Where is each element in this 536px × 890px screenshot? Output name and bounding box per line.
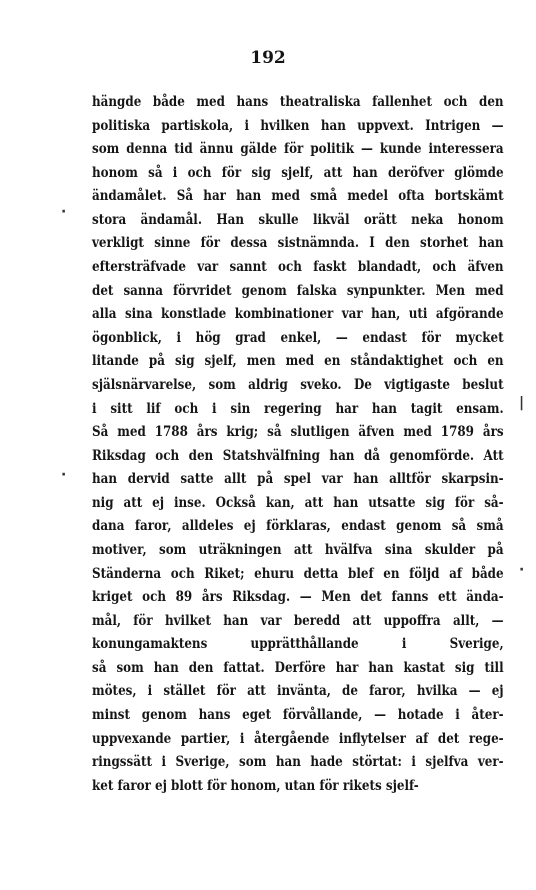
text-line: minst genom hans eget förvållande, — hotade i åter- bbox=[92, 707, 504, 724]
text-line: som denna tid ännu gälde för politik — kunde interessera bbox=[92, 141, 504, 158]
text-line: honom så i och för sig sjelf, att han deröfver glömde bbox=[92, 164, 504, 181]
text-line: mötes, i stället för att invänta, de faror, hvilka — ej bbox=[92, 683, 504, 700]
text-line: dana faror, alldeles ej förklaras, endast genom så små bbox=[92, 518, 504, 535]
text-line: Ständerna och Riket; ehuru detta blef en följd af både bbox=[92, 565, 504, 582]
page-number: 192 bbox=[250, 48, 286, 68]
body-text bbox=[92, 91, 504, 798]
text-line: ket faror ej blott för honom, utan för rikets sjelf- bbox=[92, 777, 419, 794]
text-line: i sitt lif och i sin regering har han tagit ensam. bbox=[92, 400, 504, 417]
text-line: litande på sig sjelf, men med en ståndaktighet och en bbox=[92, 353, 504, 370]
text-line: stora ändamål. Han skulle likväl orätt neka honom bbox=[92, 211, 504, 228]
text-line: hängde både med hans theatraliska fallenhet och den bbox=[92, 94, 504, 110]
margin-mark: · bbox=[61, 467, 67, 483]
text-line: kriget och 89 års Riksdag. — Men det fanns ett ända- bbox=[92, 589, 504, 606]
text-line: alla sina konstlade kombinationer var han, uti afgörande bbox=[92, 306, 504, 323]
margin-mark: · bbox=[61, 204, 67, 220]
text-line: så som han den fattat. Derföre har han kastat sig till bbox=[92, 659, 504, 676]
text-line: det sanna förvridet genom falska synpunkter. Men med bbox=[92, 282, 504, 299]
text-line: verkligt sinne för dessa sistnämnda. I den storhet han bbox=[92, 235, 504, 252]
text-line: ringssätt i Sverige, som han hade störtat: i sjelfva ver- bbox=[92, 754, 504, 771]
text-line: ögonblick, i hög grad enkel, — endast för mycket bbox=[92, 329, 504, 346]
text-line: mål, för hvilket han var beredd att uppoffra allt, — bbox=[92, 612, 504, 629]
text-line: motiver, som uträkningen att hvälfva sina skulder på bbox=[92, 541, 504, 558]
margin-mark: | bbox=[519, 395, 525, 411]
text-line: nig att ej inse. Också kan, att han utsatte sig för så- bbox=[92, 494, 504, 511]
text-line: Riksdag och den Statshvälfning han då genomförde. Att bbox=[92, 447, 504, 464]
text-line: uppvexande partier, i återgående inflytelser af det rege- bbox=[92, 730, 504, 747]
text-line: politiska partiskola, i hvilken han uppvext. Intrigen — bbox=[92, 117, 504, 134]
margin-mark: · bbox=[519, 562, 525, 578]
text-line: eftersträfvade var sannt och faskt blandadt, och äfven bbox=[92, 259, 504, 276]
text-line: konungamaktens upprätthållande i Sverige, bbox=[92, 636, 504, 653]
text-line: han dervid satte allt på spel var han alltför skarpsin- bbox=[92, 471, 504, 488]
text-line: själsnärvarelse, som aldrig sveko. De vigtigaste beslut bbox=[92, 376, 504, 393]
text-line: Så med 1788 års krig; så slutligen äfven med 1789 års bbox=[92, 424, 504, 441]
text-line: ändamålet. Så har han med små medel ofta bortskämt bbox=[92, 188, 504, 205]
